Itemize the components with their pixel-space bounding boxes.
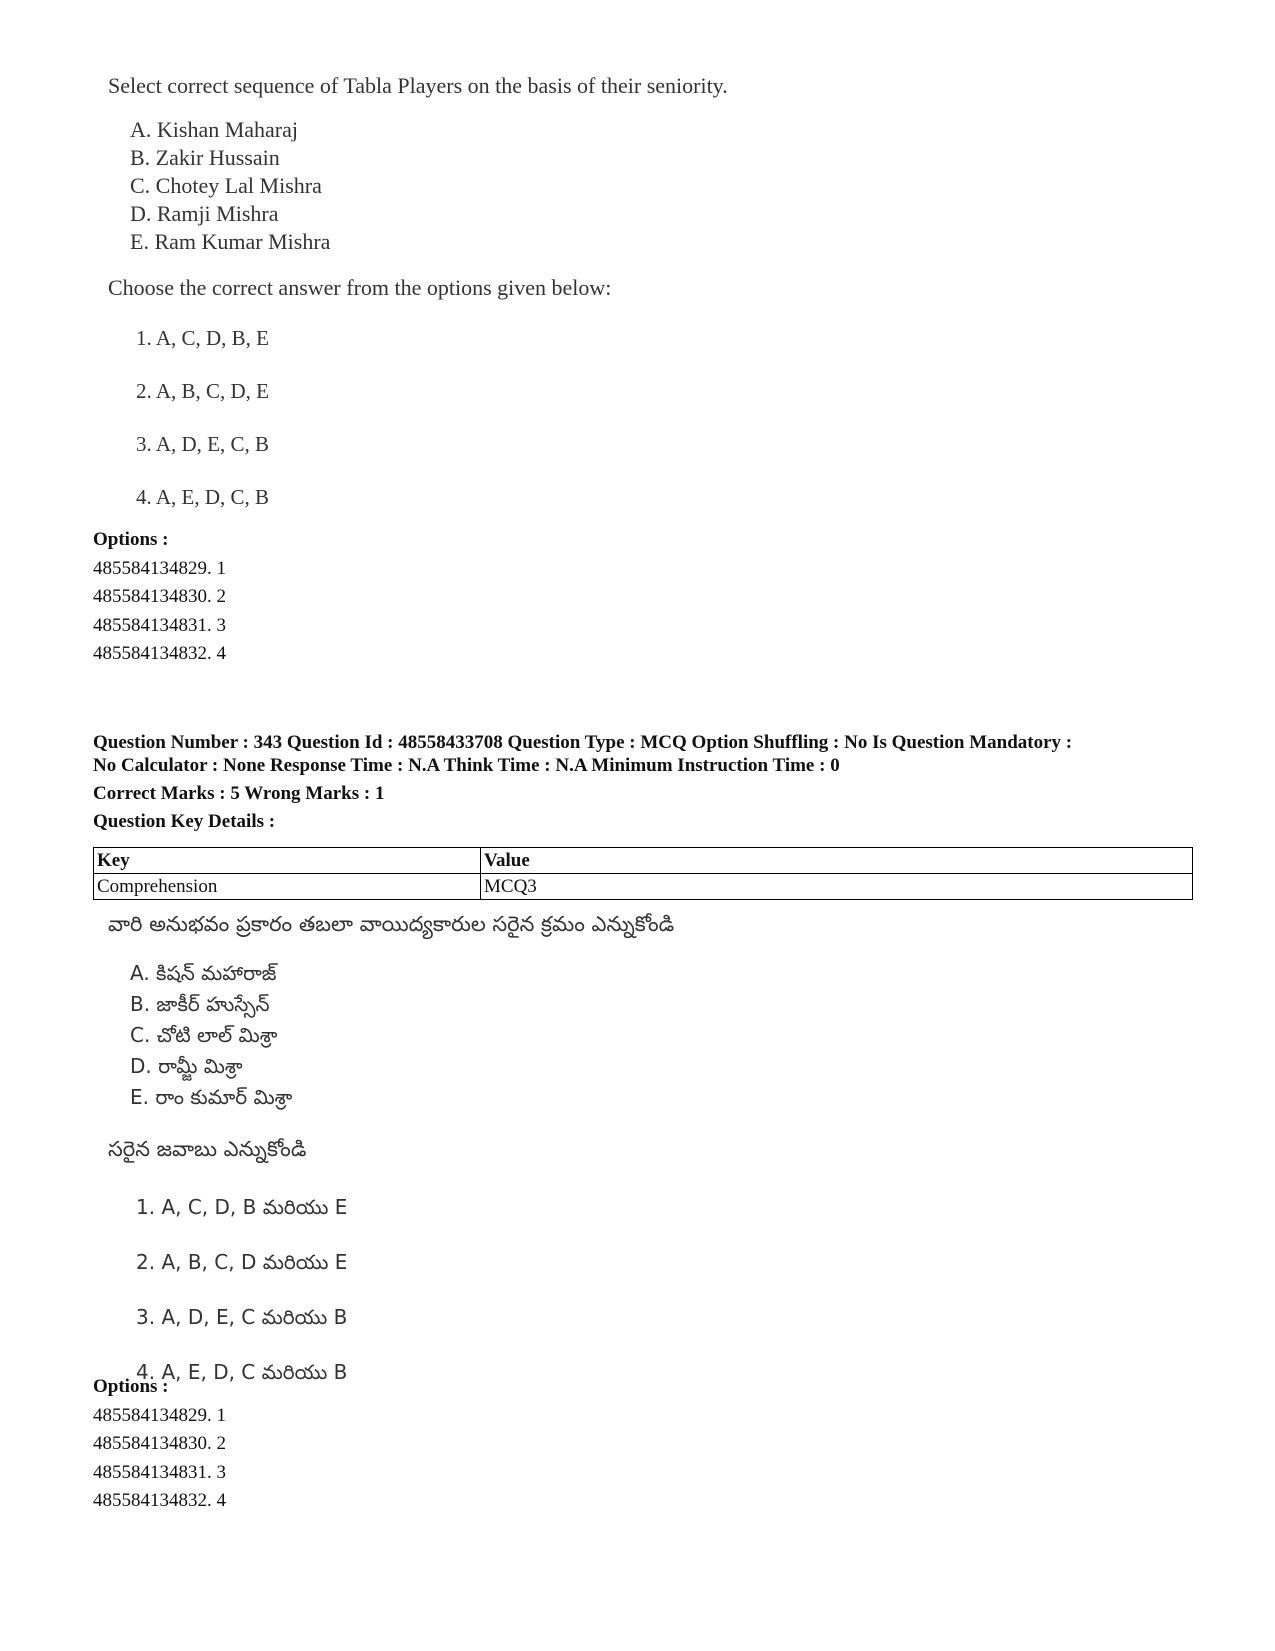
option-line: 485584134832. 4 [93, 1490, 226, 1511]
option-line: 485584134831. 3 [93, 1461, 226, 1483]
table-header: Key [94, 848, 481, 874]
answer-choice: 4. A, E, D, C, B [136, 485, 270, 509]
option-line: 485584134832. 4 [93, 643, 226, 664]
answer-choice: 1. A, C, D, B మరియు E [136, 1195, 348, 1219]
option-line: 485584134830. 2 [93, 1433, 226, 1454]
list-item: A. కిషన్ మహారాజ్ [130, 961, 277, 985]
choose-instruction: సరైన జవాబు ఎన్నుకోండి [108, 1137, 307, 1161]
options-label: Options : [93, 529, 169, 550]
question-stem: Select correct sequence of Tabla Players on the basis of their seniority. [108, 73, 728, 98]
list-item: B. Zakir Hussain [130, 145, 280, 170]
question-stem: వారి అనుభవం ప్రకారం తబలా వాయిద్యకారుల సరైన క్రమం ఎన్నుకోండి [108, 912, 675, 936]
question-image-telugu [108, 910, 674, 1413]
option-line: 485584134829. 1 [93, 1404, 226, 1426]
list-item: A. Kishan Maharaj [130, 117, 299, 142]
marks-line: Correct Marks : 5 Wrong Marks : 1 [93, 783, 385, 804]
list-item: D. Ramji Mishra [130, 201, 279, 226]
answer-choice: 2. A, B, C, D మరియు E [136, 1250, 348, 1274]
option-line: 485584134830. 2 [93, 586, 226, 607]
options-block [93, 526, 226, 669]
option-line: 485584134831. 3 [93, 614, 226, 636]
options-block [93, 1373, 226, 1516]
answer-choice: 1. A, C, D, B, E [136, 326, 270, 350]
table-row [94, 874, 1193, 900]
table-header: Value [481, 848, 1193, 874]
table-cell: MCQ3 [481, 874, 1193, 900]
answer-list [136, 324, 728, 536]
answer-choice: 3. A, D, E, C, B [136, 432, 270, 456]
choose-instruction: Choose the correct answer from the options given below: [108, 275, 612, 300]
key-details-label: Question Key Details : [93, 811, 276, 832]
list-item: C. Chotey Lal Mishra [130, 173, 322, 198]
metadata-line: No Calculator : None Response Time : N.A Think Time : N.A Minimum Instruction Time : 0 [93, 755, 840, 776]
metadata-line: Question Number : 343 Question Id : 48558433708 Question Type : MCQ Option Shuffling : No Is Question Mandatory : [93, 732, 1073, 753]
list-item: C. చోటి లాల్ మిశ్రా [130, 1023, 278, 1047]
answer-choice: 2. A, B, C, D, E [136, 379, 270, 403]
options-label: Options : [93, 1376, 169, 1397]
list-item: E. Ram Kumar Mishra [130, 229, 331, 254]
table-header-row [94, 848, 1193, 874]
list-item: E. రాం కుమార్ మిశ్రా [130, 1085, 293, 1109]
question-metadata [93, 731, 1193, 833]
table-cell: Comprehension [94, 874, 481, 900]
answer-choice: 3. A, D, E, C మరియు B [136, 1305, 348, 1329]
item-list [130, 958, 674, 1113]
list-item: B. జాకీర్ హుస్సేన్ [130, 992, 270, 1016]
item-list [130, 116, 728, 256]
question-image-english [108, 72, 728, 536]
answer-choice: 4. A, E, D, C మరియు B [136, 1360, 348, 1384]
option-line: 485584134829. 1 [93, 557, 226, 579]
key-details-table [93, 847, 1193, 900]
list-item: D. రామ్జీ మిశ్రా [130, 1054, 243, 1078]
